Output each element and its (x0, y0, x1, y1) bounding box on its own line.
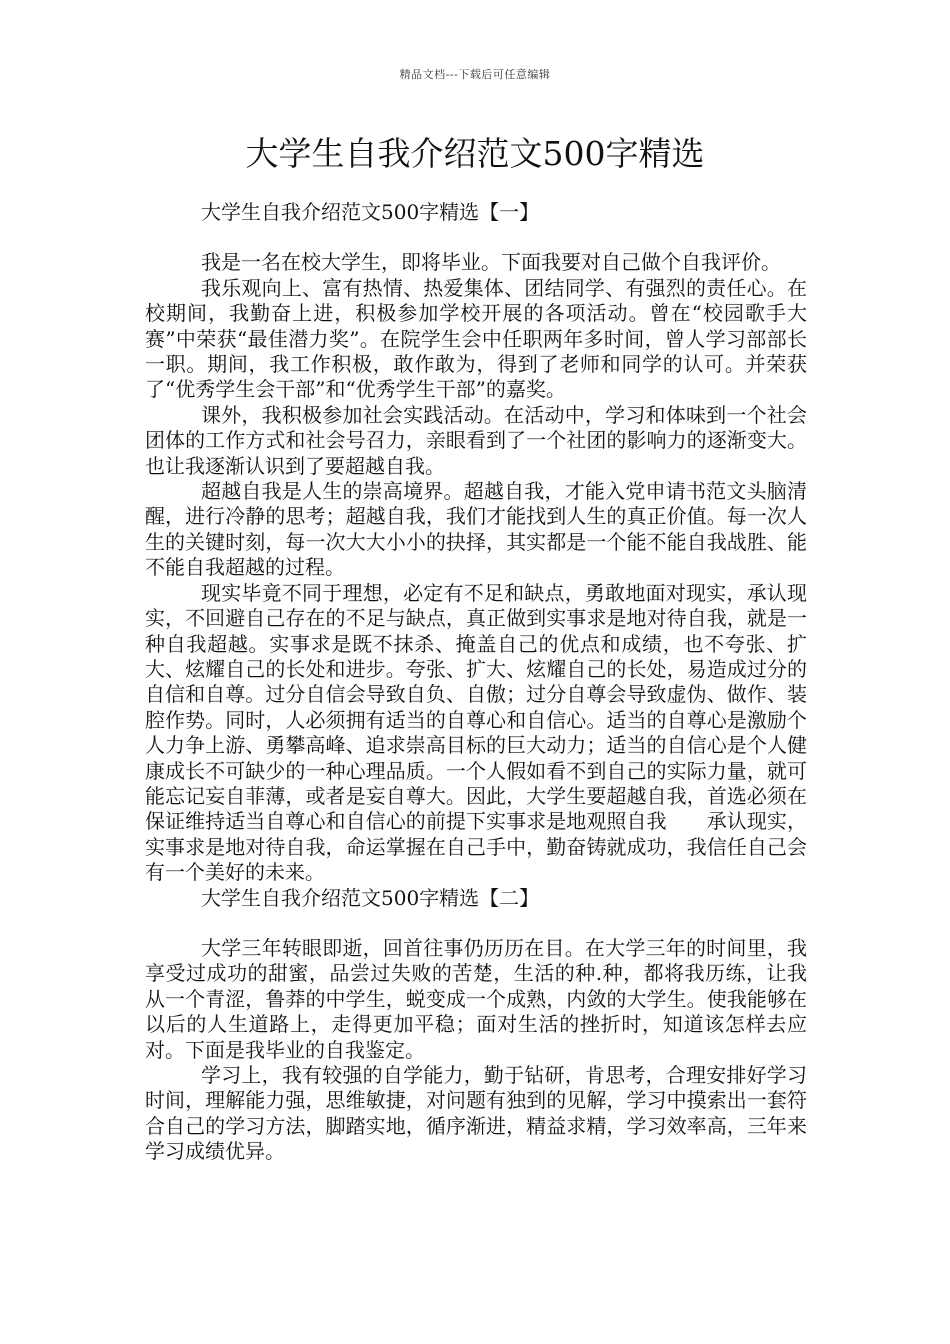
section-heading-one: 大学生自我介绍范文500字精选【一】 (201, 200, 540, 224)
section-heading-two: 大学生自我介绍范文500字精选【二】 (201, 885, 540, 910)
paragraph: 学习上，我有较强的自学能力，勤于钻研，肯思考，合理安排好学习时间，理解能力强，思维敏捷，对问题有独到的见解，学习中摸索出一套符合自己的学习方法，脚踏实地，循序渐进，精益求精，学习效率高，三年来学习成绩优异。 (145, 1063, 807, 1164)
paragraph: 超越自我是人生的崇高境界。超越自我，才能入党申请书范文头脑清醒，进行冷静的思考；超越自我，我们才能找到人生的真正价值。每一次人生的关键时刻，每一次大大小小的抉择，其实都是一个能不能自我战胜、能不能自我超越的过程。 (145, 479, 807, 580)
paragraph: 我是一名在校大学生，即将毕业。下面我要对自己做个自我评价。 (201, 250, 781, 275)
paragraph: 大学三年转眼即逝，回首往事仍历历在目。在大学三年的时间里，我享受过成功的甜蜜，品尝过失败的苦楚，生活的种.种，都将我历练，让我从一个青涩，鲁莽的中学生，蜕变成一个成熟，内敛的大学生。使我能够在以后的人生道路上，走得更加平稳；面对生活的挫折时，知道该怎样去应对。下面是我毕业的自我鉴定。 (145, 935, 807, 1062)
paragraph: 现实毕竟不同于理想，必定有不足和缺点，勇敢地面对现实，承认现实，不回避自己存在的不足与缺点，真正做到实事求是地对待自我，就是一种自我超越。实事求是既不抹杀、掩盖自己的优点和成绩，也不夸张、扩大、炫耀自己的长处和进步。夸张、扩大、炫耀自己的长处，易造成过分的自信和自尊。过分自信会导致自负、自傲；过分自尊会导致虚伪、做作、装腔作势。同时，人必须拥有适当的自尊心和自信心。适当的自尊心是激励个人力争上游、勇攀高峰、追求崇高目标的巨大动力；适当的自信心是个人健康成长不可缺少的一种心理品质。一个人假如看不到自己的实际力量，就可能忘记妄自菲薄，或者是妄自尊大。因此，大学生要超越自我，首选必须在保证维持适当自尊心和自信心的前提下实事求是地观照自我 承认现实，实事求是地对待自我，命运掌握在自己手中，勤奋铸就成功，我信任自己会有一个美好的未来。 (145, 580, 807, 885)
document-body (145, 200, 807, 1165)
header-note: 精品文档---下载后可任意编辑 (399, 68, 551, 81)
paragraph: 课外，我积极参加社会实践活动。在活动中，学习和体味到一个社会团体的工作方式和社会号召力，亲眼看到了一个社团的影响力的逐渐变大。也让我逐渐认识到了要超越自我。 (145, 402, 807, 478)
document-title: 大学生自我介绍范文500字精选 (245, 134, 705, 173)
paragraph: 我乐观向上、富有热情、热爱集体、团结同学、有强烈的责任心。在校期间，我勤奋上进，积极参加学校开展的各项活动。曾在“校园歌手大赛”中荣获“最佳潜力奖”。在院学生会中任职两年多时间，曾人学习部部长一职。期间，我工作积极，敢作敢为，得到了老师和同学的认可。并荣获了“优秀学生会干部”和“优秀学生干部”的嘉奖。 (145, 275, 807, 402)
